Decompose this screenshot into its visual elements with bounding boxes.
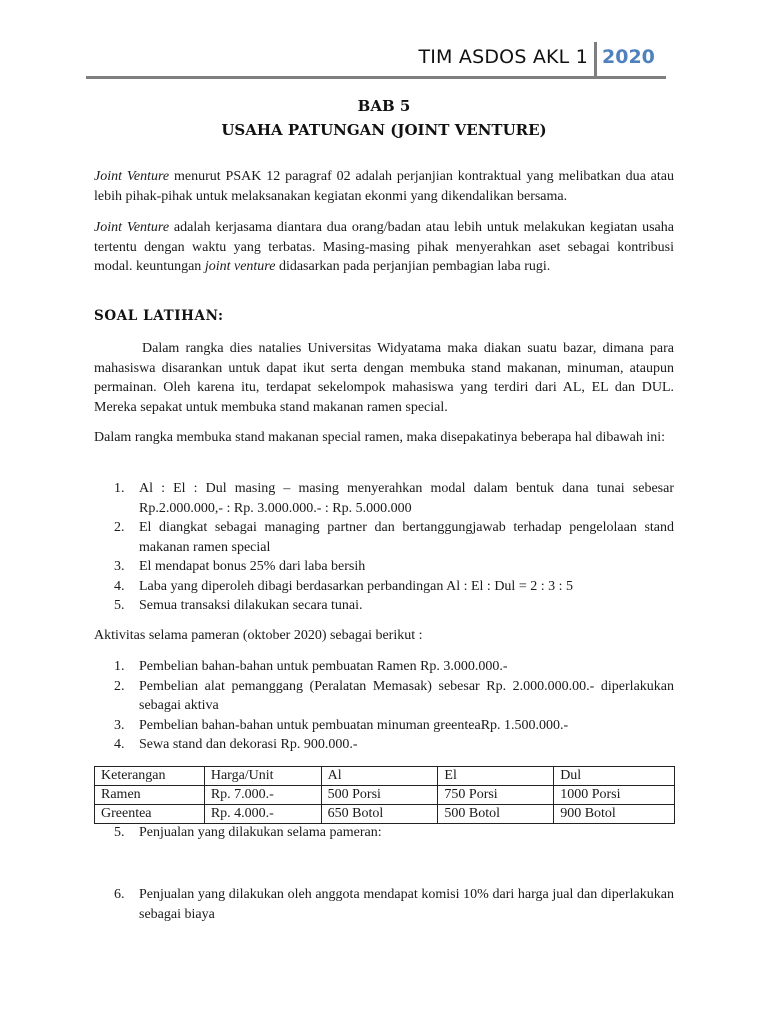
section-heading: SOAL LATIHAN:	[94, 308, 224, 324]
activity-item-6	[94, 885, 674, 924]
header-rule	[86, 76, 666, 79]
list-item	[94, 518, 674, 557]
table-row	[95, 786, 675, 805]
sales-table	[94, 766, 675, 824]
list-number: 6.	[114, 887, 125, 902]
table-header-row	[95, 767, 675, 786]
list-number: 3.	[114, 559, 125, 574]
list-number: 3.	[114, 717, 125, 733]
agreement-list	[94, 479, 674, 616]
intro-term: joint venture	[204, 259, 276, 274]
list-item	[94, 657, 674, 677]
intro-text: menurut PSAK 12 paragraf 02 adalah perjanjian kontraktual yang melibatkan dua atau lebih pihak-pihak untuk melaksanakan kegiatan ekonmi yang dikendalikan bersama.	[94, 169, 674, 204]
list-text: Laba yang diperoleh dibagi berdasarkan perbandingan Al : El : Dul = 2 : 3 : 5	[139, 578, 573, 594]
table-cell: Rp. 7.000.-	[204, 786, 321, 805]
chapter-title: USAHA PATUNGAN (JOINT VENTURE)	[221, 121, 547, 139]
table-header-cell: El	[438, 767, 554, 786]
list-number: 1.	[114, 659, 125, 674]
table-cell: Rp. 4.000.-	[204, 805, 321, 824]
list-text: Al : El : Dul masing – masing menyerahkan modal dalam bentuk dana tunai sebesar Rp.2.000.000,- : Rp. 3.000.000.- : Rp. 5.000.000	[139, 481, 674, 516]
table-cell: 750 Porsi	[438, 786, 554, 805]
intro-term: Joint Venture	[94, 220, 170, 235]
list-number: 4.	[114, 737, 125, 752]
list-item	[94, 735, 674, 755]
table-cell: 650 Botol	[321, 805, 438, 824]
table-row	[95, 805, 675, 824]
table-header-cell: Keterangan	[95, 767, 205, 786]
table-cell: 1000 Porsi	[554, 786, 675, 805]
list-number: 4.	[114, 578, 125, 594]
list-item	[94, 677, 674, 716]
table-cell: 500 Botol	[438, 805, 554, 824]
list-number: 2.	[114, 678, 125, 694]
list-number: 5.	[114, 598, 125, 613]
list-text: Pembelian alat pemanggang (Peralatan Memasak) sebesar Rp. 2.000.000.00.- diperlakukan sebagai aktiva	[139, 678, 674, 713]
list-item	[94, 885, 674, 924]
list-text: Semua transaksi dilakukan secara tunai.	[139, 598, 363, 613]
list-text: El mendapat bonus 25% dari laba bersih	[139, 559, 366, 574]
list-item	[94, 557, 674, 577]
list-number: 1.	[114, 481, 125, 496]
list-text: Penjualan yang dilakukan selama pameran:	[139, 825, 382, 840]
activities-list	[94, 657, 674, 755]
header-separator	[594, 42, 597, 78]
table-cell: 900 Botol	[554, 805, 675, 824]
intro-text: didasarkan pada perjanjian pembagian laba rugi.	[275, 259, 551, 274]
list-text: Pembelian bahan-bahan untuk pembuatan Ramen Rp. 3.000.000.-	[139, 659, 508, 674]
list-item	[94, 823, 674, 843]
list-item	[94, 716, 674, 736]
table-header-cell: Harga/Unit	[204, 767, 321, 786]
list-text: Penjualan yang dilakukan oleh anggota mendapat komisi 10% dari harga jual dan diperlakukan sebagai biaya	[139, 887, 674, 922]
list-item	[94, 577, 674, 597]
list-item	[94, 596, 674, 616]
list-number: 2.	[114, 520, 125, 535]
chapter-number: BAB 5	[357, 97, 411, 115]
header-year: 2020	[602, 46, 655, 68]
exercise-paragraph-2: Dalam rangka membuka stand makanan special ramen, maka disepakatinya beberapa hal dibawah ini:	[94, 430, 666, 445]
intro-text: adalah kerjasama diantara dua orang/badan atau lebih untuk melakukan kegiatan usaha tertentu dengan waktu yang terbatas. Masing-masing pihak menyerahkan aset sebagai kontribusi modal. keuntungan	[94, 220, 674, 274]
table-cell: Greentea	[95, 805, 205, 824]
list-item	[94, 479, 674, 518]
list-text: Sewa stand dan dekorasi Rp. 900.000.-	[139, 737, 358, 752]
list-text: El diangkat sebagai managing partner dan bertanggungjawab terhadap pengelolaan stand makanan ramen special	[139, 520, 674, 555]
activity-item-5	[94, 823, 674, 843]
table-header-cell: Dul	[554, 767, 675, 786]
activities-intro: Aktivitas selama pameran (oktober 2020) sebagai berikut :	[94, 628, 423, 643]
table-header-cell: Al	[321, 767, 438, 786]
intro-paragraph-2	[94, 218, 674, 277]
table-cell: 500 Porsi	[321, 786, 438, 805]
intro-term: Joint Venture	[94, 169, 170, 184]
table-cell: Ramen	[95, 786, 205, 805]
intro-paragraph-1	[94, 167, 674, 206]
list-text: Pembelian bahan-bahan untuk pembuatan minuman greenteaRp. 1.500.000.-	[139, 717, 569, 733]
header-title: TIM ASDOS AKL 1	[418, 46, 588, 68]
exercise-paragraph-1: Dalam rangka dies natalies Universitas Widyatama maka diakan suatu bazar, dimana para mahasiswa disarankan untuk dapat ikut serta dengan membuka stand makanan, minuman, ataupun permainan. Oleh karena itu, terdapat sekelompok mahasiswa yang terdiri dari AL, EL dan DUL. Mereka sepakat untuk membuka stand makanan ramen special.	[94, 341, 674, 415]
list-number: 5.	[114, 825, 125, 840]
